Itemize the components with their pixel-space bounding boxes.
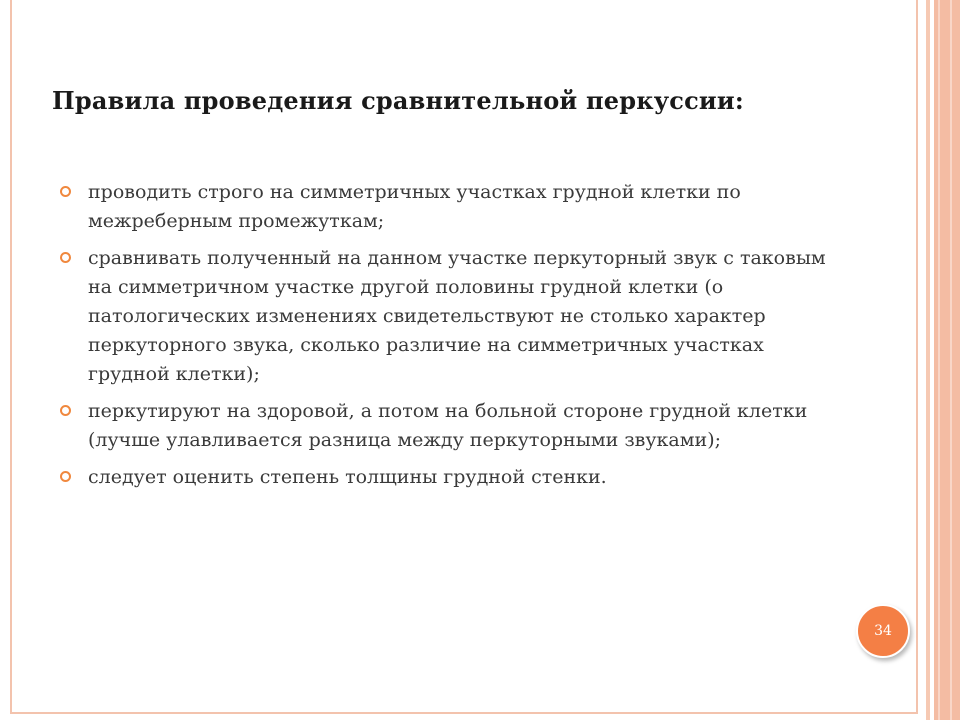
decor-stripe [938,0,940,720]
bullet-text: проводить строго на симметричных участках грудной клетки по межреберным промежуткам; [88,181,741,232]
circle-bullet-icon [60,471,71,482]
page-number-badge: 34 [856,604,910,658]
decor-stripe [918,0,926,720]
bullet-text: сравнивать полученный на данном участке перкуторный звук с таковым на симметричном участке другой половины грудной клетки (о патологических изменениях свидетельствуют не столько характер перкуторного звука, сколько различие на симметричных участках грудной клетки); [88,247,826,385]
list-item [60,463,840,492]
list-item [60,178,840,236]
bullet-text: перкутируют на здоровой, а потом на больной стороне грудной клетки (лучше улавливается разница между перкуторными звуками); [88,400,808,451]
circle-bullet-icon [60,252,71,263]
bullet-list [60,178,840,500]
list-item [60,397,840,455]
circle-bullet-icon [60,405,71,416]
bullet-text: следует оценить степень толщины грудной стенки. [88,466,607,488]
decor-stripe [950,0,952,720]
list-item [60,244,840,389]
circle-bullet-icon [60,186,71,197]
slide-title: Правила проведения сравнительной перкуссии: [52,86,744,115]
